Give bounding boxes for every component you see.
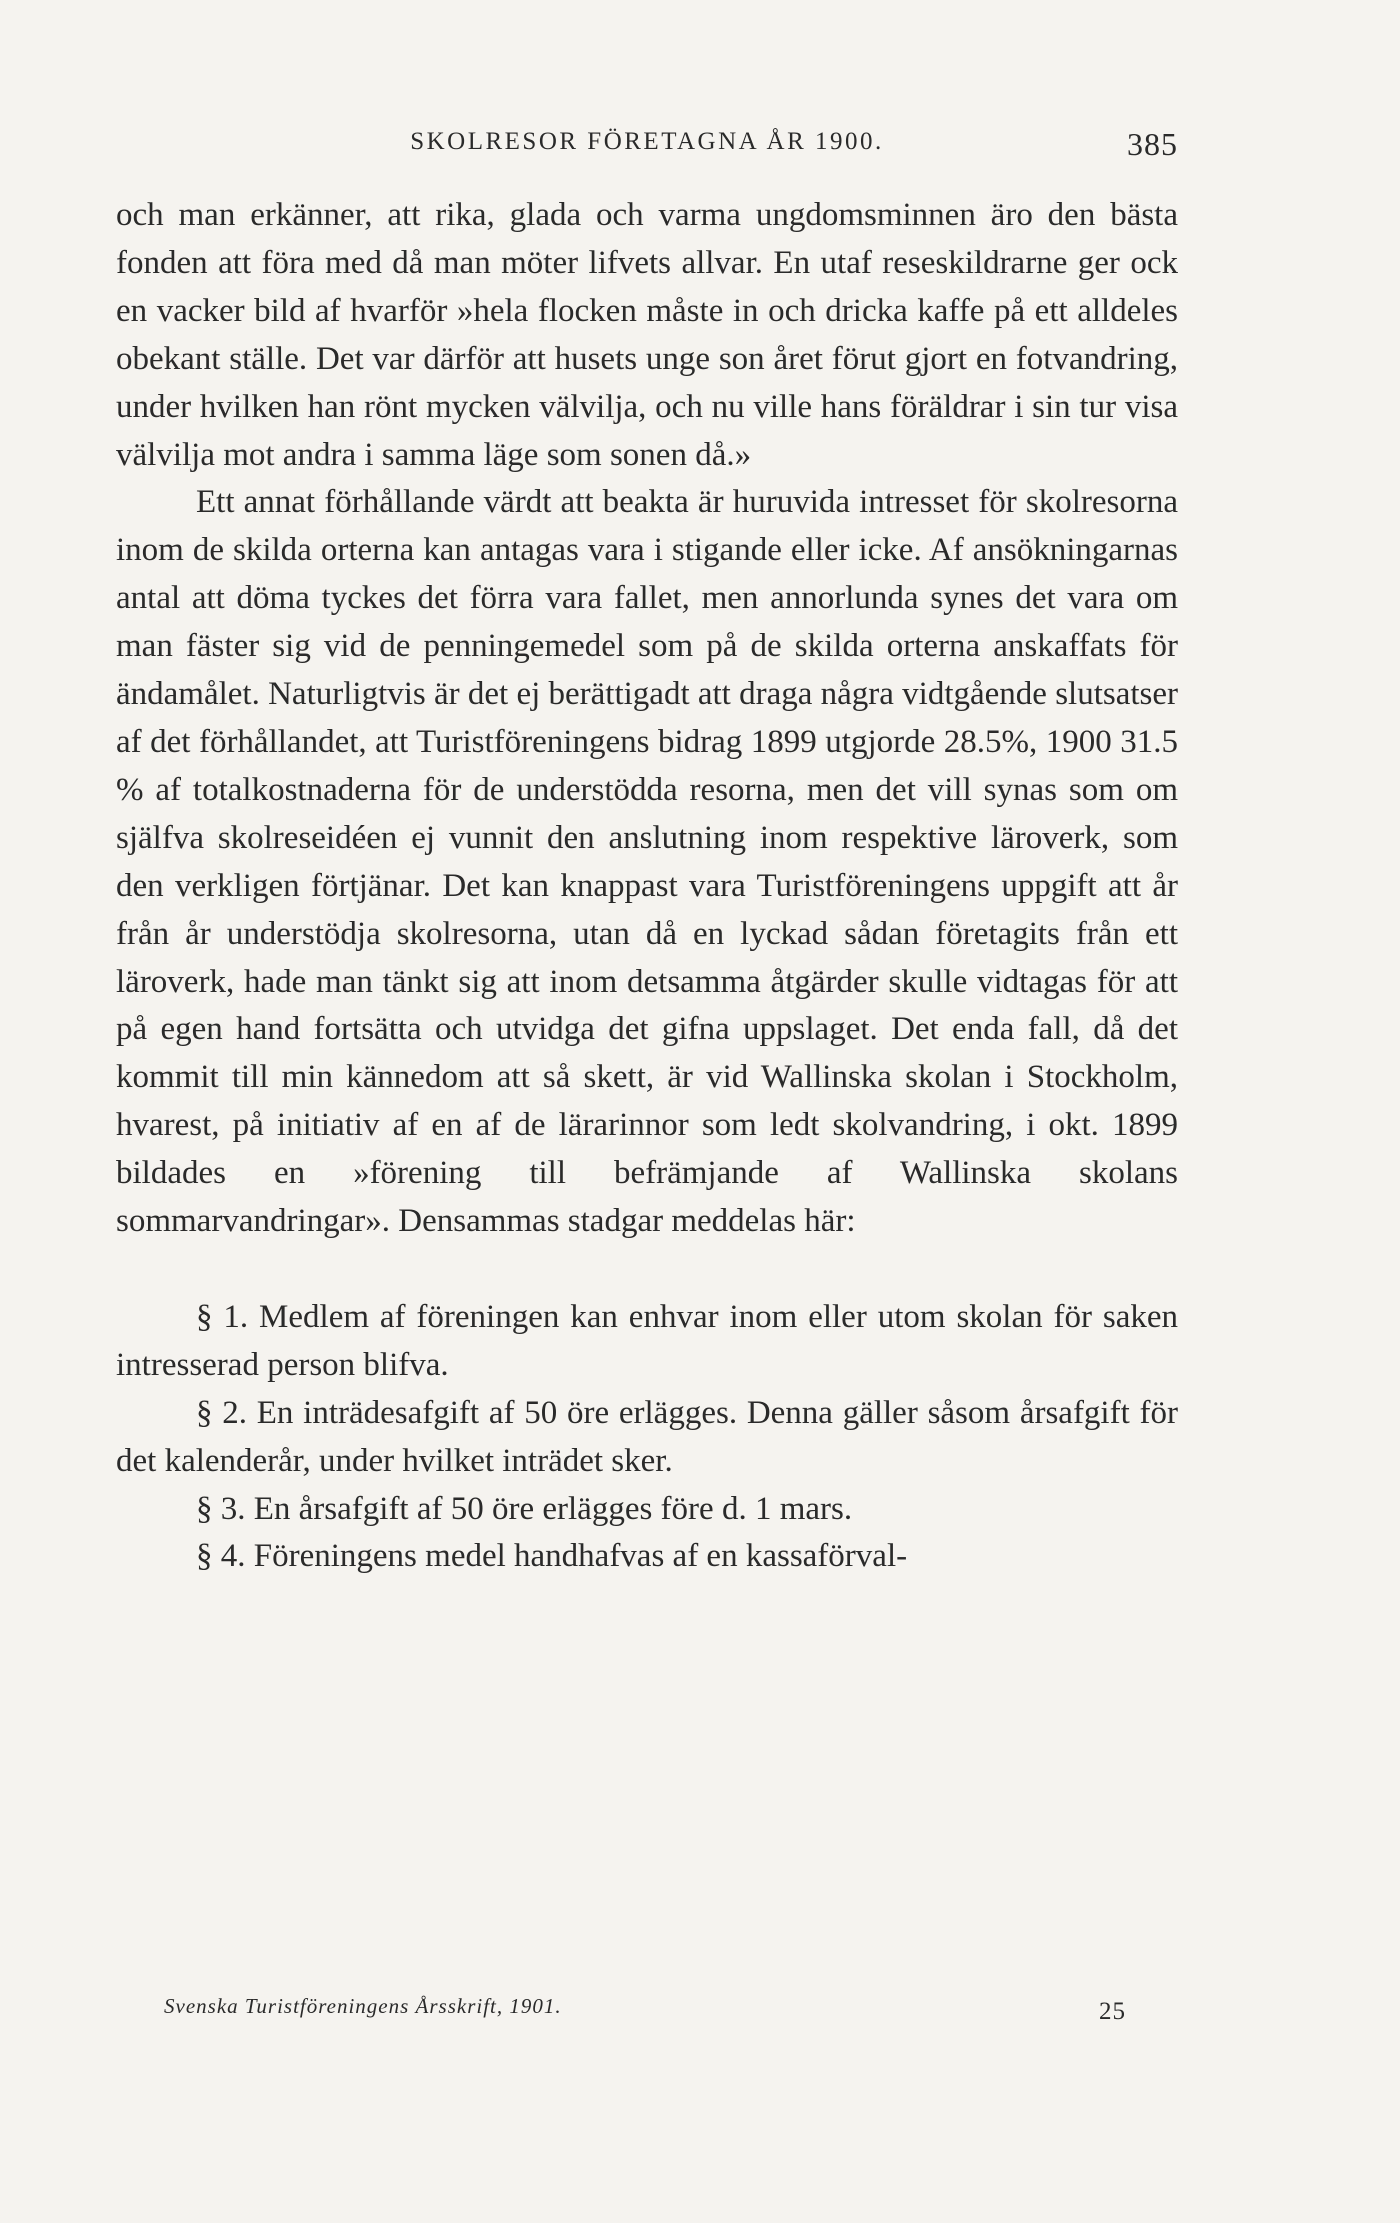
statute-section-4: § 4. Föreningens medel handhafvas af en kassaförval- [196, 1538, 908, 1575]
body-text [116, 192, 1178, 1581]
statute-section-1: § 1. Medlem af föreningen kan enhvar inom eller utom skolan för saken intresserad person blifva. [116, 1298, 1178, 1383]
page-header [116, 128, 1178, 168]
statute-section-2: § 2. En inträdesafgift af 50 öre erlägges. Denna gäller såsom årsafgift för det kalenderår, under hvilket inträdet sker. [116, 1394, 1178, 1479]
footer-source: Svenska Turistföreningens Årsskrift, 1901. [164, 1994, 562, 2018]
paragraph-gap [116, 1246, 1178, 1294]
paragraph-continuation: och man erkänner, att rika, glada och varma ungdomsminnen äro den bästa fonden att föra med då man möter lifvets allvar. En utaf reseskildrarne ger ock en vacker bild af hvarför »hela flocken måste in och dricka kaffe på ett alldeles obekant ställe. Det var därför att husets unge son året förut gjort en fotvandring, under hvilken han rönt mycken välvilja, och nu ville hans föräldrar i sin tur visa välvilja mot andra i samma läge som sonen då.» [116, 197, 1178, 473]
page-footer [164, 1988, 1126, 2028]
running-title: SKOLRESOR FÖRETAGNA ÅR 1900. [410, 128, 884, 155]
statute-section-3: § 3. En årsafgift af 50 öre erlägges före d. 1 mars. [196, 1490, 853, 1527]
signature-mark: 25 [1099, 1998, 1126, 2025]
paragraph-interest: Ett annat förhållande värdt att beakta är huruvida intresset för skolresorna inom de skilda orterna kan antagas vara i stigande eller icke. Af ansökningarnas antal att döma tyckes det förra vara fallet, men annorlunda synes det vara om man fäster sig vid de penningemedel som på de skilda orterna anskaffats för ändamålet. Naturligtvis är det ej berättigadt att draga några vidtgående slutsatser af det förhållandet, att Turistföreningens bidrag 1899 utgjorde 28.5%, 1900 31.5 % af totalkostnaderna för de understödda resorna, men det vill synas som om själfva skolreseidéen ej vunnit den anslutning inom respektive läroverk, som den verkligen förtjänar. Det kan knappast vara Turistföreningens uppgift att år från år understödja skolresorna, utan då en lyckad sådan företagits från ett läroverk, hade man tänkt sig att inom detsamma åtgärder skulle vidtagas för att på egen hand fortsätta och utvidga det gifna uppslaget. Det enda fall, då det kommit till min kännedom att så skett, är vid Wallinska skolan i Stockholm, hvarest, på initiativ af en af de lärarinnor som ledt skolvandring, i okt. 1899 bildades en »förening till befrämjande af Wallinska skolans sommarvandringar». Densammas stadgar meddelas här: [116, 484, 1179, 1240]
page-number: 385 [1127, 126, 1178, 162]
